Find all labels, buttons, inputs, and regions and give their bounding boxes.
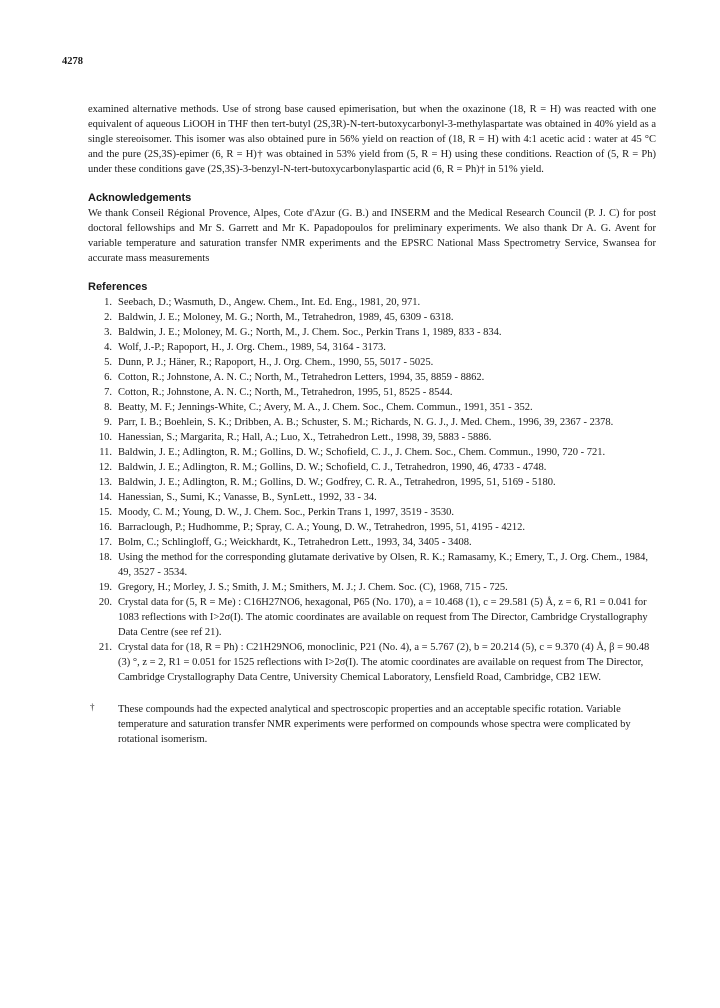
reference-item — [88, 385, 656, 400]
reference-item — [88, 460, 656, 475]
references-heading: References — [88, 281, 148, 293]
reference-number: 11. — [99, 447, 112, 458]
reference-text: Dunn, P. J.; Häner, R.; Rapoport, H., J. Org. Chem., 1990, 55, 5017 - 5025. — [118, 357, 434, 368]
references-list — [88, 295, 656, 685]
reference-item — [88, 475, 656, 490]
reference-number: 13. — [98, 477, 112, 488]
reference-text: Beatty, M. F.; Jennings-White, C.; Avery, M. A., J. Chem. Soc., Chem. Commun., 1991, 351 - 352. — [118, 402, 533, 413]
footnote-text: These compounds had the expected analytical and spectroscopic properties and an acceptable specific rotation. Variable temperature and saturation transfer NMR experiments were performed on compounds whose spectra were complicated by rotational isomerism. — [118, 704, 631, 745]
reference-item — [88, 535, 656, 550]
reference-text: Crystal data for (5, R = Me) : C16H27NO6, hexagonal, P65 (No. 170), a = 10.468 (1), c = 29.581 (5) Å, z = 6, R1 = 0.041 for 1083 reflections with I>2σ(I). The atomic coordinates are available on request from The Director, Cambridge Crystallography Data Centre (see ref 21). — [118, 597, 648, 638]
reference-item — [88, 415, 656, 430]
reference-text: Crystal data for (18, R = Ph) : C21H29NO6, monoclinic, P21 (No. 4), a = 5.767 (2), b = 20.214 (5), c = 9.370 (4) Å, β = 90.48 (3) °, z = 2, R1 = 0.051 for 1525 reflections with I>2σ(I). The atomic coordinates are available on request from The Director, Cambridge Crystallography Data Centre, University Chemical Laboratory, Lensfield Road, Cambridge, CB2 1EW. — [118, 642, 650, 683]
reference-text: Hanessian, S., Sumi, K.; Vanasse, B., SynLett., 1992, 33 - 34. — [118, 492, 377, 503]
reference-text: Gregory, H.; Morley, J. S.; Smith, J. M.; Smithers, M. J.; J. Chem. Soc. (C), 1968, 715 - 725. — [118, 582, 508, 593]
reference-text: Baldwin, J. E.; Moloney, M. G.; North, M., J. Chem. Soc., Perkin Trans 1, 1989, 833 - 834. — [118, 327, 502, 338]
acknowledgements-text: We thank Conseil Régional Provence, Alpes, Cote d'Azur (G. B.) and INSERM and the Medical Research Council (P. J. C) for post doctoral fellowships and Mr S. Garrett and Mr K. Papadopoulos for preliminary experiments. We also thank Dr A. G. Avent for variable temperature and saturation transfer NMR experiments and the EPSRC National Mass Spectrometry Service, Swansea for accurate mass measurements — [88, 208, 656, 264]
reference-text: Moody, C. M.; Young, D. W., J. Chem. Soc., Perkin Trans 1, 1997, 3519 - 3530. — [118, 507, 454, 518]
page-number: 4278 — [62, 56, 83, 67]
reference-item — [88, 325, 656, 340]
reference-number: 12. — [98, 462, 112, 473]
reference-item — [88, 595, 656, 640]
reference-number: 7. — [104, 387, 112, 398]
reference-text: Barraclough, P.; Hudhomme, P.; Spray, C. A.; Young, D. W., Tetrahedron, 1995, 51, 4195 - 4212. — [118, 522, 526, 533]
reference-item — [88, 400, 656, 415]
reference-item — [88, 310, 656, 325]
reference-number: 17. — [98, 537, 112, 548]
reference-text: Baldwin, J. E.; Moloney, M. G.; North, M., Tetrahedron, 1989, 45, 6309 - 6318. — [118, 312, 454, 323]
reference-text: Cotton, R.; Johnstone, A. N. C.; North, M., Tetrahedron, 1995, 51, 8525 - 8544. — [118, 387, 453, 398]
reference-item — [88, 640, 656, 685]
reference-number: 15. — [98, 507, 112, 518]
reference-number: 21. — [98, 642, 112, 653]
footnote-mark: † — [90, 702, 95, 712]
reference-number: 1. — [104, 297, 112, 308]
reference-number: 3. — [104, 327, 112, 338]
reference-item — [88, 295, 656, 310]
reference-item — [88, 355, 656, 370]
reference-item — [88, 370, 656, 385]
reference-text: Baldwin, J. E.; Adlington, R. M.; Gollins, D. W.; Schofield, C. J., Tetrahedron, 1990, 46, 4733 - 4748. — [118, 462, 547, 473]
reference-number: 2. — [104, 312, 112, 323]
intro-paragraph: examined alternative methods. Use of strong base caused epimerisation, but when the oxazinone (18, R = H) was reacted with one equivalent of aqueous LiOOH in THF then tert-butyl (2S,3R)-N-tert-butoxycarbonyl-3-methylaspartate was obtained in 40% yield as a single stereoisomer. This isomer was also obtained pure in 56% yield on reaction of (18, R = H) with 4:1 acetic acid : water at 45 °C and the pure (2S,3S)-epimer (6, R = H)† was obtained in 53% yield from (5, R = H) using these conditions. Reaction of (5, R = Ph) under these conditions gave (2S,3S)-3-benzyl-N-tert-butoxycarbonylaspartic acid (6, R = Ph)† in 51% yield. — [88, 104, 656, 175]
reference-text: Hanessian, S.; Margarita, R.; Hall, A.; Luo, X., Tetrahedron Lett., 1998, 39, 5883 - 5886. — [118, 432, 492, 443]
reference-item — [88, 340, 656, 355]
reference-item — [88, 430, 656, 445]
reference-text: Seebach, D.; Wasmuth, D., Angew. Chem., Int. Ed. Eng., 1981, 20, 971. — [118, 297, 421, 308]
reference-text: Parr, I. B.; Boehlein, S. K.; Dribben, A. B.; Schuster, S. M.; Richards, N. G. J., J. Med. Chem., 1996, 39, 2367 - 2378. — [118, 417, 614, 428]
reference-number: 16. — [98, 522, 112, 533]
reference-number: 14. — [98, 492, 112, 503]
reference-text: Bolm, C.; Schlingloff, G.; Weickhardt, K., Tetrahedron Lett., 1993, 34, 3405 - 3408. — [118, 537, 472, 548]
reference-item — [88, 505, 656, 520]
reference-number: 4. — [104, 342, 112, 353]
reference-item — [88, 490, 656, 505]
reference-item — [88, 550, 656, 580]
reference-number: 5. — [104, 357, 112, 368]
acknowledgements-heading: Acknowledgements — [88, 192, 192, 204]
reference-item — [88, 580, 656, 595]
reference-number: 6. — [104, 372, 112, 383]
reference-item — [88, 520, 656, 535]
reference-text: Cotton, R.; Johnstone, A. N. C.; North, M., Tetrahedron Letters, 1994, 35, 8859 - 8862. — [118, 372, 485, 383]
reference-text: Baldwin, J. E.; Adlington, R. M.; Gollins, D. W.; Godfrey, C. R. A., Tetrahedron, 1995, 51, 5169 - 5180. — [118, 477, 556, 488]
reference-text: Using the method for the corresponding glutamate derivative by Olsen, R. K.; Ramasamy, K.; Emery, T., J. Org. Chem., 1984, 49, 3527 - 3534. — [118, 552, 648, 578]
reference-text: Baldwin, J. E.; Adlington, R. M.; Gollins, D. W.; Schofield, C. J., J. Chem. Soc., Chem. Commun., 1990, 720 - 721. — [118, 447, 606, 458]
reference-number: 18. — [98, 552, 112, 563]
reference-number: 10. — [98, 432, 112, 443]
reference-number: 8. — [104, 402, 112, 413]
footnote — [88, 702, 656, 747]
reference-number: 9. — [104, 417, 112, 428]
reference-text: Wolf, J.-P.; Rapoport, H., J. Org. Chem., 1989, 54, 3164 - 3173. — [118, 342, 386, 353]
page-body — [88, 102, 656, 747]
reference-number: 20. — [98, 597, 112, 608]
reference-item — [88, 445, 656, 460]
reference-number: 19. — [98, 582, 112, 593]
